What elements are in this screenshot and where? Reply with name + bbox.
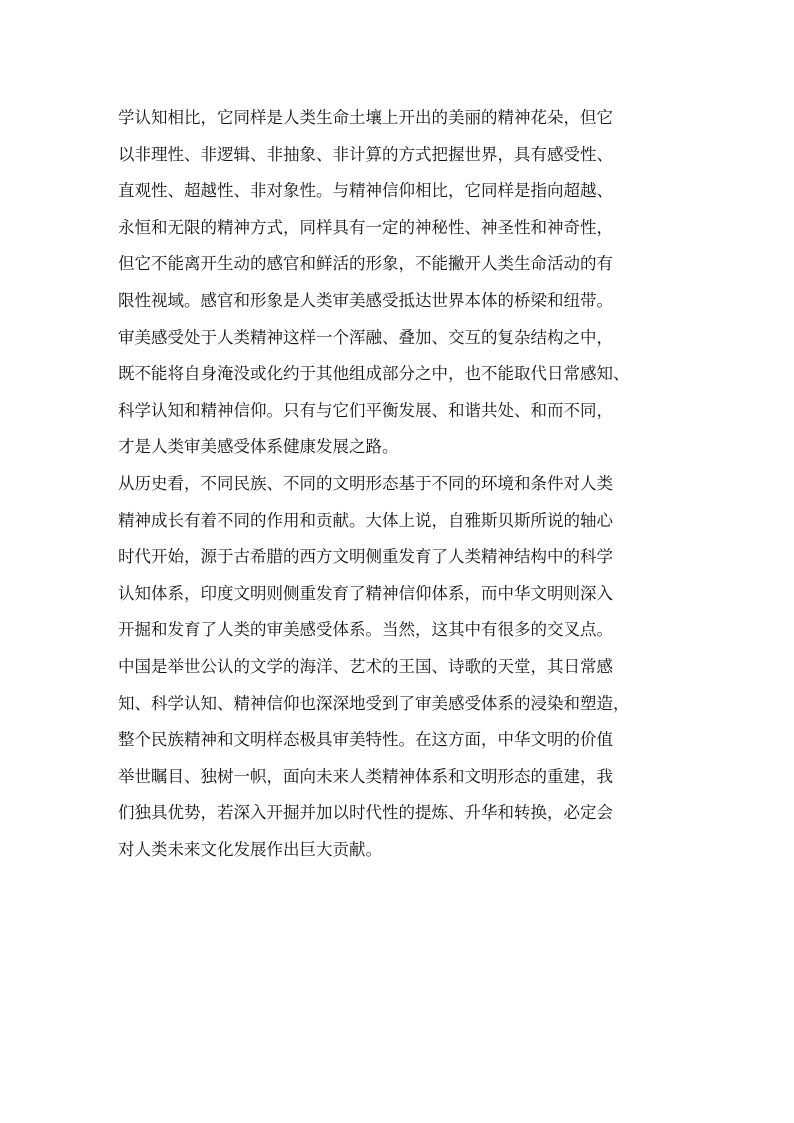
text-line: 整个民族精神和文明样态极具审美特性。在这方面，中华文明的价值 bbox=[118, 730, 613, 750]
text-line: 知、科学认知、精神信仰也深深地受到了审美感受体系的浸染和塑造， bbox=[118, 693, 630, 713]
text-line: 时代开始，源于古希腊的西方文明侧重发育了人类精神结构中的科学 bbox=[118, 547, 613, 567]
text-line: 才是人类审美感受体系健康发展之路。 bbox=[118, 437, 399, 457]
text-line: 从历史看，不同民族、不同的文明形态基于不同的环境和条件对人类 bbox=[118, 473, 613, 493]
text-line: 们独具优势，若深入开掘并加以时代性的提炼、升华和转换，必定会 bbox=[118, 803, 613, 823]
text-line: 举世瞩目、独树一帜，面向未来人类精神体系和文明形态的重建，我 bbox=[118, 766, 613, 786]
body-text bbox=[118, 100, 678, 868]
text-line: 以非理性、非逻辑、非抽象、非计算的方式把握世界，具有感受性、 bbox=[118, 144, 613, 164]
text-line: 对人类未来文化发展作出巨大贡献。 bbox=[118, 839, 382, 859]
text-line: 精神成长有着不同的作用和贡献。大体上说，自雅斯贝斯所说的轴心 bbox=[118, 510, 613, 530]
text-line: 认知体系，印度文明则侧重发育了精神信仰体系，而中华文明则深入 bbox=[118, 583, 613, 603]
text-line: 中国是举世公认的文学的海洋、艺术的王国、诗歌的天堂，其日常感 bbox=[118, 656, 613, 676]
text-line: 直观性、超越性、非对象性。与精神信仰相比，它同样是指向超越、 bbox=[118, 181, 613, 201]
text-line: 永恒和无限的精神方式，同样具有一定的神秘性、神圣性和神奇性， bbox=[118, 217, 613, 237]
text-line: 限性视域。感官和形象是人类审美感受抵达世界本体的桥梁和纽带。 bbox=[118, 290, 613, 310]
text-line: 但它不能离开生动的感官和鲜活的形象，不能撇开人类生命活动的有 bbox=[118, 254, 613, 274]
text-line: 开掘和发育了人类的审美感受体系。当然，这其中有很多的交叉点。 bbox=[118, 620, 613, 640]
text-line: 审美感受处于人类精神这样一个浑融、叠加、交互的复杂结构之中， bbox=[118, 327, 613, 347]
text-line: 既不能将自身淹没或化约于其他组成部分之中，也不能取代日常感知、 bbox=[118, 364, 630, 384]
text-line: 学认知相比，它同样是人类生命土壤上开出的美丽的精神花朵，但它 bbox=[118, 108, 613, 127]
text-line: 科学认知和精神信仰。只有与它们平衡发展、和谐共处、和而不同， bbox=[118, 400, 613, 420]
